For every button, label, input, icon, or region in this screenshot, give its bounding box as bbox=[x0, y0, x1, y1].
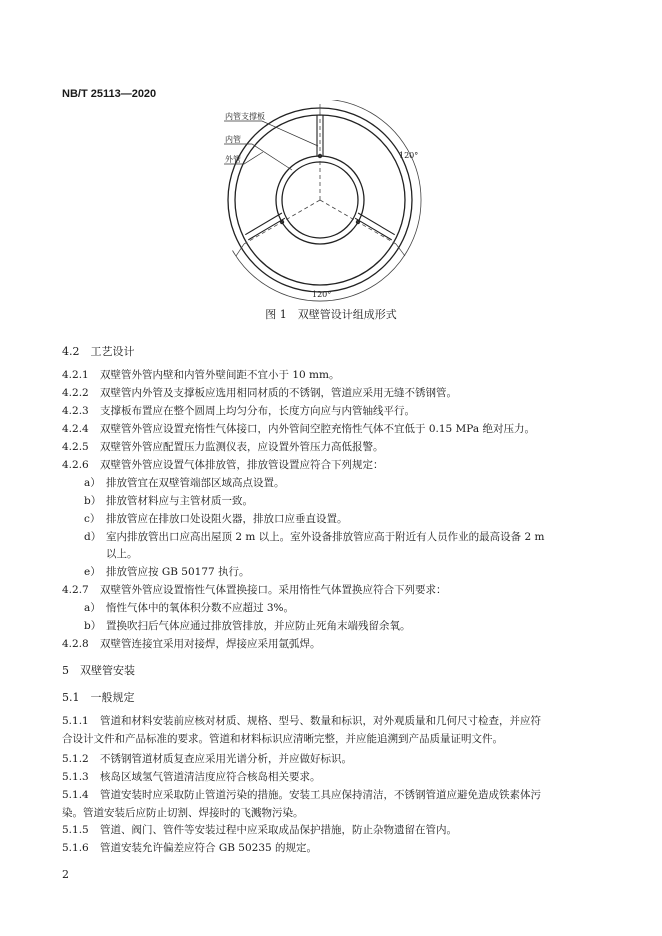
page-number: 2 bbox=[62, 868, 69, 881]
label-support-plate: 内管支撑板 bbox=[225, 112, 265, 121]
item-4-2-1: 4.2.1 双壁管外管内壁和内管外壁间距不宜小于 10 mm。 bbox=[62, 369, 340, 381]
item-4-2-7: 4.2.7 双壁管外管应设置惰性气体置换接口。采用惰性气体置换应符合下列要求： bbox=[62, 584, 447, 596]
label-inner-pipe: 内管 bbox=[225, 135, 241, 144]
label-outer-pipe: 外管 bbox=[225, 155, 241, 164]
item-4-2-6: 4.2.6 双壁管外管应设置气体排放管，排放管设置应符合下列规定： bbox=[62, 459, 384, 471]
section-4-2-heading: 4.2 工艺设计 bbox=[62, 345, 135, 358]
center-lines bbox=[244, 112, 396, 244]
angle-label-bottom: 120° bbox=[312, 290, 332, 299]
figure-caption: 图 1 双壁管设计组成形式 bbox=[265, 308, 397, 321]
item-5-1-4: 5.1.4 管道安装时应采取防止管道污染的措施。安装工具应保持清洁，不锈钢管道应避免造成铁素体污 染。管道安装后应防止切割、焊接时的飞溅物污染。 bbox=[62, 789, 541, 819]
item-5-1-1: 5.1.1 管道和材料安装前应核对材质、规格、型号、数量和标识，对外观质量和几何尺寸检查，并应符 合设计文件和产品标准的要求。管道和材料标识应清晰完整，并应能追溯到产品质量证明文件。 bbox=[62, 715, 541, 745]
section-5-1-heading: 5.1 一般规定 bbox=[62, 691, 135, 704]
item-5-1-3: 5.1.3 核岛区域氢气管道清洁度应符合核岛相关要求。 bbox=[62, 771, 321, 783]
double-wall-pipe-figure bbox=[200, 100, 462, 306]
item-4-2-6-b: b） 排放管材料应与主管材质一致。 bbox=[84, 495, 253, 507]
item-5-1-2: 5.1.2 不锈钢管道材质复查应采用光谱分析，并应做好标识。 bbox=[62, 753, 352, 765]
section-5-heading: 5 双壁管安装 bbox=[62, 664, 135, 677]
item-4-2-8: 4.2.8 双壁管连接宜采用对接焊，焊接应采用氩弧焊。 bbox=[62, 638, 321, 650]
item-4-2-6-e: e） 排放管应按 GB 50177 执行。 bbox=[84, 566, 250, 578]
item-4-2-3: 4.2.3 支撑板布置应在整个圆周上均匀分布，长度方向应与内管轴线平行。 bbox=[62, 405, 415, 417]
item-4-2-4: 4.2.4 双壁管外管应设置充惰性气体接口，内外管间空腔充惰性气体不宜低于 0.15 MPa 绝对压力。 bbox=[62, 423, 535, 435]
item-4-2-6-a: a） 排放管宜在双壁管端部区域高点设置。 bbox=[84, 477, 285, 489]
item-4-2-6-d: d） 室内排放管出口应高出屋顶 2 m 以上。室外设备排放管应高于附近有人员作业的最高设备 2 m bbox=[84, 531, 545, 543]
item-4-2-7-b: b） 置换吹扫后气体应通过排放管排放，并应防止死角末端残留余氧。 bbox=[84, 620, 411, 632]
standard-code-header: NB/T 25113—2020 bbox=[62, 88, 157, 100]
item-4-2-7-a: a） 惰性气体中的氧体积分数不应超过 3%。 bbox=[84, 602, 294, 614]
angle-label-right: 120° bbox=[399, 151, 419, 160]
item-4-2-6-c: c） 排放管应在排放口处设阻火器，排放口应垂直设置。 bbox=[84, 513, 348, 525]
item-5-1-6: 5.1.6 管道安装允许偏差应符合 GB 50235 的规定。 bbox=[62, 842, 318, 854]
item-5-1-5: 5.1.5 管道、阀门、管件等安装过程中应采取成品保护措施，防止杂物遗留在管内。 bbox=[62, 824, 457, 836]
item-4-2-5: 4.2.5 双壁管外管应配置压力监测仪表，应设置外管压力高低报警。 bbox=[62, 441, 384, 453]
item-4-2-6-d-continued: 以上。 bbox=[106, 548, 138, 560]
item-4-2-2: 4.2.2 双壁管内外管及支撑板应选用相同材质的不锈钢，管道应采用无缝不锈钢管。 bbox=[62, 387, 457, 399]
